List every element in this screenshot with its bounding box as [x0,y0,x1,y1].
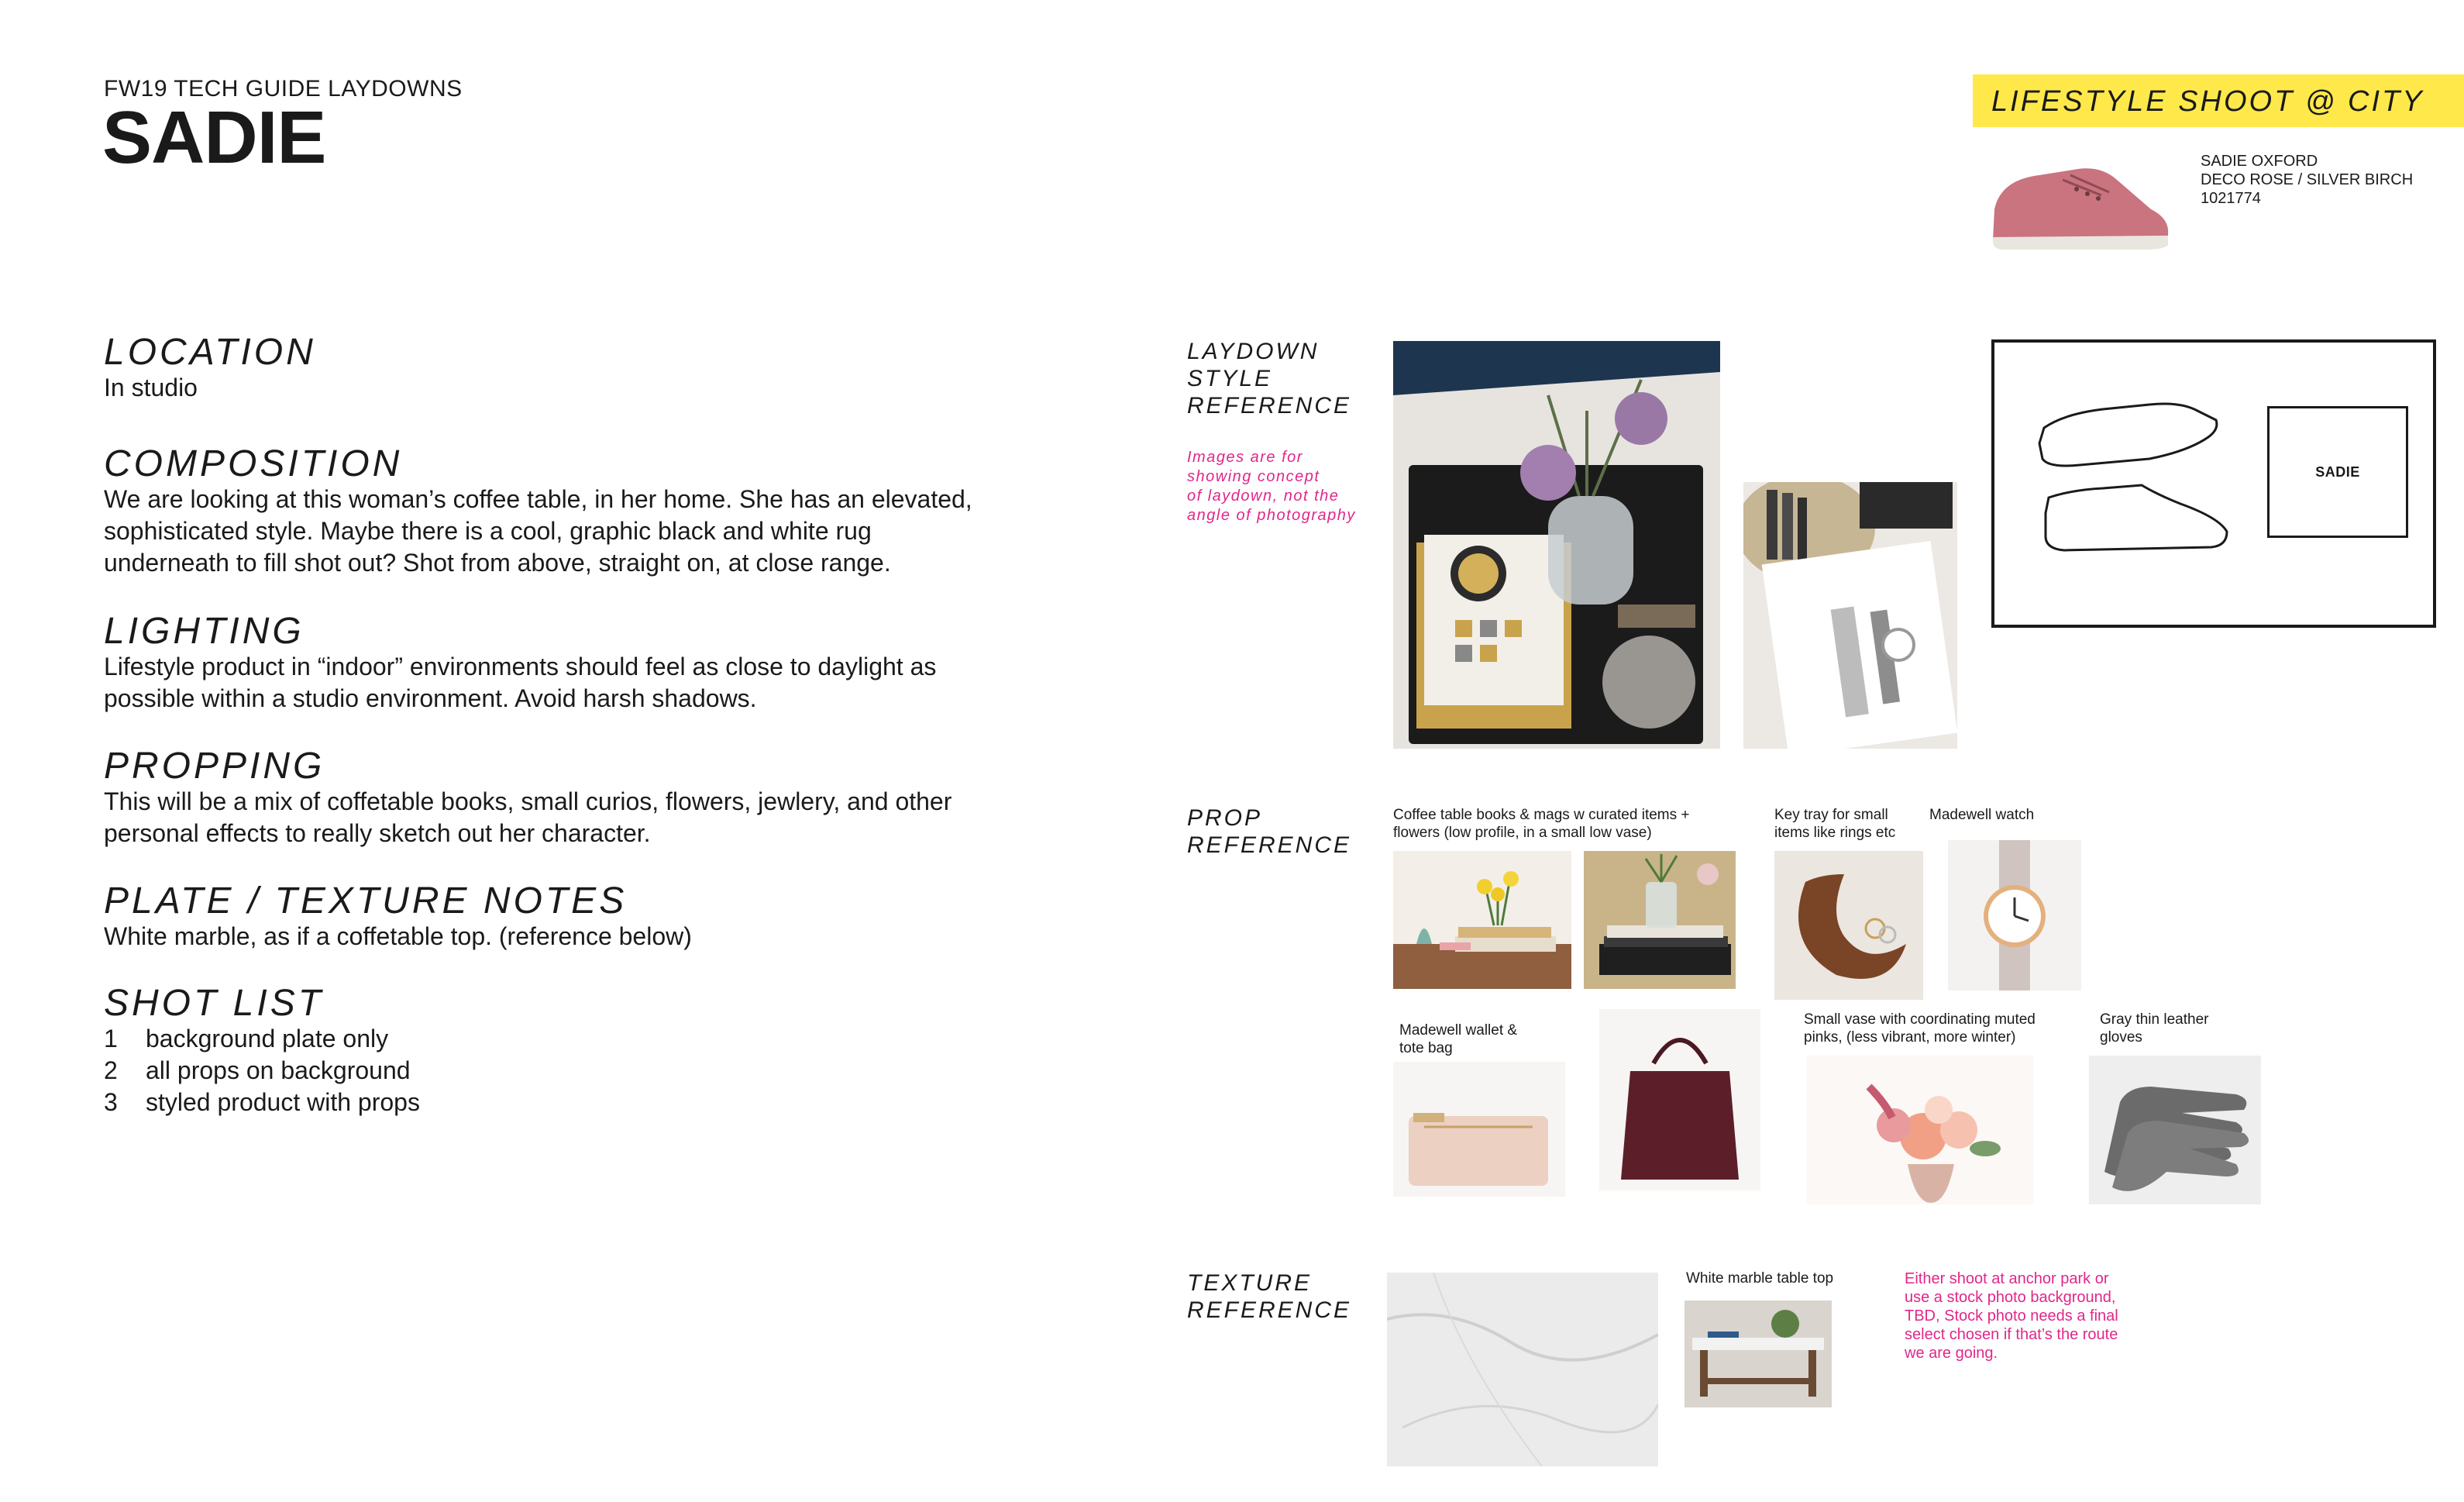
product-info [2201,152,2413,208]
caption-line: gloves [2100,1029,2142,1046]
shot-list-item [104,1055,1065,1087]
shot-list-item [104,1087,1065,1118]
tray-caption [1774,806,1895,842]
shot-number: 1 [104,1025,118,1053]
shot-list-section [104,984,1065,1118]
flower-vase-photo [1807,1056,2033,1204]
caption-line: Small vase with coordinating muted [1804,1011,2036,1028]
sketch-sadie-label: SADIE [2267,406,2408,538]
books-flowers-photo [1393,851,1571,989]
prop-label [1187,804,1351,859]
laydown-label-line: LAYDOWN [1187,339,1320,364]
prop-label-line: REFERENCE [1187,832,1352,858]
marble-texture-photo [1387,1273,1658,1466]
texture-note-line: select chosen if that’s the route [1905,1326,2118,1343]
location-section [104,333,1065,404]
texture-label-line: TEXTURE [1187,1270,1313,1296]
plate-heading: PLATE / TEXTURE NOTES [104,880,628,922]
caption-line: flowers (low profile, in a small low vase) [1393,825,1652,841]
laydown-label-line: STYLE [1187,366,1273,391]
propping-section [104,747,1065,849]
texture-note-line: use a stock photo background, [1905,1289,2116,1306]
product-name: SADIE OXFORD [2201,153,2318,170]
plate-section [104,882,1065,953]
lighting-section [104,612,1065,715]
shot-number: 2 [104,1056,118,1085]
composition-line: underneath to fill shot out? Shot from above, straight on, at close range. [104,549,891,577]
location-heading: LOCATION [104,332,316,373]
caption-line: items like rings etc [1774,825,1896,841]
coffee-table-photo [1393,341,1720,749]
magazine-laydown-photo [1743,482,1957,749]
caption-line: Madewell watch [1929,807,2035,823]
season-label: FW19 TECH GUIDE LAYDOWNS [104,76,463,102]
laydown-label [1187,338,1351,419]
laydown-note [1187,448,1356,525]
texture-note-line: TBD, Stock photo needs a final [1905,1307,2118,1325]
caption-line: tote bag [1399,1040,1453,1056]
laydown-note-line: showing concept [1187,468,1320,485]
shoot-banner-text: LIFESTYLE SHOOT @ CITY [1991,85,2424,118]
gloves-caption [2100,1011,2208,1046]
composition-line: We are looking at this woman’s coffee table, in her home. She has an elevated, [104,485,972,514]
shot-text: background plate only [146,1025,389,1053]
caption-line: Key tray for small [1774,807,1888,823]
lighting-line: possible within a studio environment. Avoid harsh shadows. [104,684,757,713]
product-shoe-image [1985,149,2177,254]
texture-label [1187,1269,1351,1324]
composition-heading: COMPOSITION [104,443,403,484]
shot-text: all props on background [146,1056,411,1085]
wallet-caption [1399,1021,1517,1057]
composition-section [104,445,1065,579]
watch-caption [1929,806,2034,824]
marble-table-photo [1685,1300,1832,1407]
prop-label-line: PROP [1187,805,1263,831]
plate-body: White marble, as if a coffetable top. (reference below) [104,922,692,951]
vase-caption [1804,1011,2036,1046]
caption-line: pinks, (less vibrant, more winter) [1804,1029,2016,1046]
caption-line: Madewell wallet & [1399,1022,1518,1039]
texture-note-line: we are going. [1905,1345,1998,1362]
location-body: In studio [104,374,198,402]
laydown-note-line: Images are for [1187,449,1303,466]
watch-photo [1948,840,2081,990]
marble-caption: White marble table top [1686,1270,1834,1287]
product-colorway: DECO ROSE / SILVER BIRCH [2201,171,2414,188]
gloves-photo [2089,1056,2261,1204]
lighting-line: Lifestyle product in “indoor” environments should feel as close to daylight as [104,653,937,681]
wallet-photo [1393,1062,1565,1197]
tote-bag-photo [1599,1009,1760,1190]
lighting-heading: LIGHTING [104,611,305,652]
caption-line: Coffee table books & mags w curated items + [1393,807,1690,823]
shot-number: 3 [104,1088,118,1117]
shot-list-item [104,1023,1065,1055]
product-sku: 1021774 [2201,190,2261,207]
laydown-label-line: REFERENCE [1187,393,1352,419]
books-caption [1393,806,1690,842]
texture-note [1905,1269,2118,1362]
propping-line: personal effects to really sketch out her character. [104,819,651,848]
caption-line: Gray thin leather [2100,1011,2209,1028]
propping-line: This will be a mix of coffetable books, small curios, flowers, jewlery, and other [104,787,952,816]
laydown-note-line: angle of photography [1187,507,1356,524]
texture-note-line: Either shoot at anchor park or [1905,1270,2109,1287]
key-tray-photo [1774,851,1923,1000]
texture-label-line: REFERENCE [1187,1297,1352,1323]
composition-line: sophisticated style. Maybe there is a cool, graphic black and white rug [104,517,872,546]
laydown-note-line: of laydown, not the [1187,487,1340,505]
books-vase-photo [1584,851,1736,989]
shot-list-heading: SHOT LIST [104,983,325,1024]
propping-heading: PROPPING [104,746,325,787]
page-title: SADIE [102,96,326,179]
shot-text: styled product with props [146,1088,420,1117]
